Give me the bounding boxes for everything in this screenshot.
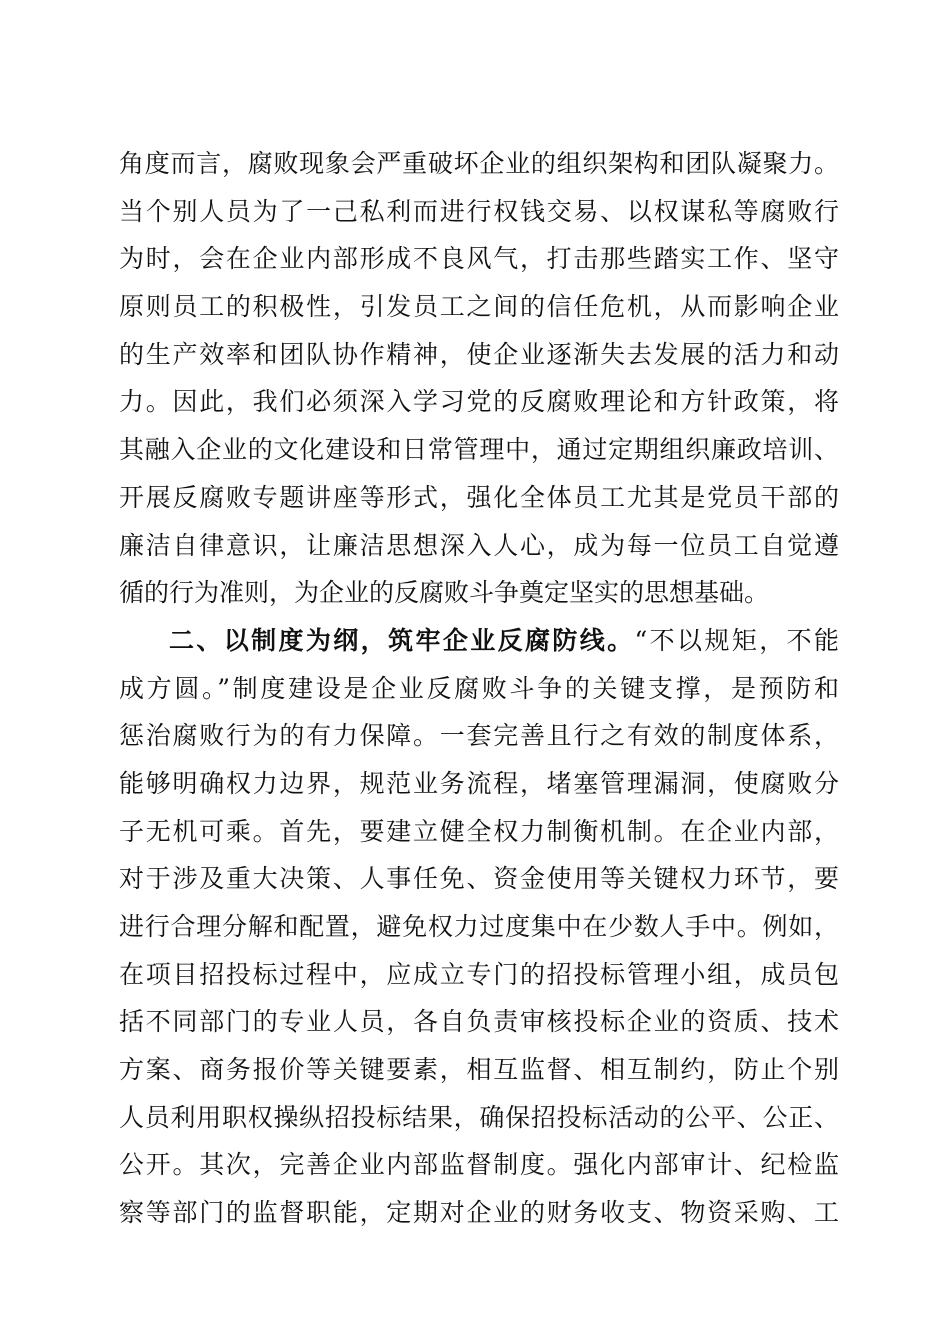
paragraph-first-line	[119, 617, 839, 665]
section-heading: 二、以制度为纲，筑牢企业反腐防线。	[169, 625, 635, 655]
paragraph-line: 子无机可乘。首先，要建立健全权力制衡机制。在企业内部，	[119, 816, 839, 846]
paragraph-line: 公开。其次，完善企业内部监督制度。强化内部审计、纪检监	[119, 1150, 839, 1180]
paragraph-line: 察等部门的监督职能，定期对企业的财务收支、物资采购、工	[119, 1198, 839, 1228]
paragraph-line: 能够明确权力边界，规范业务流程，堵塞管理漏洞，使腐败分	[119, 768, 839, 798]
paragraph-line: 开展反腐败专题讲座等形式，强化全体员工尤其是党员干部的	[119, 482, 839, 512]
paragraph-line: 惩治腐败行为的有力保障。一套完善且行之有效的制度体系，	[119, 721, 839, 751]
paragraph-line: 成方圆。”制度建设是企业反腐败斗争的关键支撑，是预防和	[119, 673, 839, 703]
paragraph-line: 进行合理分解和配置，避免权力过度集中在少数人手中。例如，	[119, 912, 839, 941]
paragraph-line: 为时，会在企业内部形成不良风气，打击那些踏实工作、坚守	[119, 244, 839, 274]
paragraph-1	[119, 140, 839, 617]
paragraph-line: 括不同部门的专业人员，各自负责审核投标企业的资质、技术	[119, 1007, 839, 1037]
paragraph-line: 人员利用职权操纵招投标结果，确保招投标活动的公平、公正、	[119, 1102, 839, 1132]
paragraph-line: 的生产效率和团队协作精神，使企业逐渐失去发展的活力和动	[119, 339, 839, 369]
paragraph-line: 方案、商务报价等关键要素，相互监督、相互制约，防止个别	[119, 1055, 839, 1085]
paragraph-line: 循的行为准则，为企业的反腐败斗争奠定坚实的思想基础。	[119, 578, 770, 608]
paragraph-line: 力。因此，我们必须深入学习党的反腐败理论和方针政策，将	[119, 387, 839, 417]
paragraph-line: 在项目招投标过程中，应成立专门的招投标管理小组，成员包	[119, 959, 839, 989]
paragraph-line: 廉洁自律意识，让廉洁思想深入人心，成为每一位员工自觉遵	[119, 530, 839, 560]
quote-start: “不以规矩，不能	[634, 625, 839, 655]
paragraph-2	[119, 617, 839, 1237]
paragraph-line: 原则员工的积极性，引发员工之间的信任危机，从而影响企业	[119, 292, 839, 322]
paragraph-line: 其融入企业的文化建设和日常管理中，通过定期组织廉政培训、	[119, 435, 839, 465]
body-text	[119, 140, 839, 1237]
paragraph-line: 对于涉及重大决策、人事任免、资金使用等关键权力环节，要	[119, 864, 839, 894]
paragraph-line: 当个别人员为了一己私利而进行权钱交易、以权谋私等腐败行	[119, 196, 839, 226]
paragraph-line: 角度而言，腐败现象会严重破坏企业的组织架构和团队凝聚力。	[119, 149, 839, 178]
